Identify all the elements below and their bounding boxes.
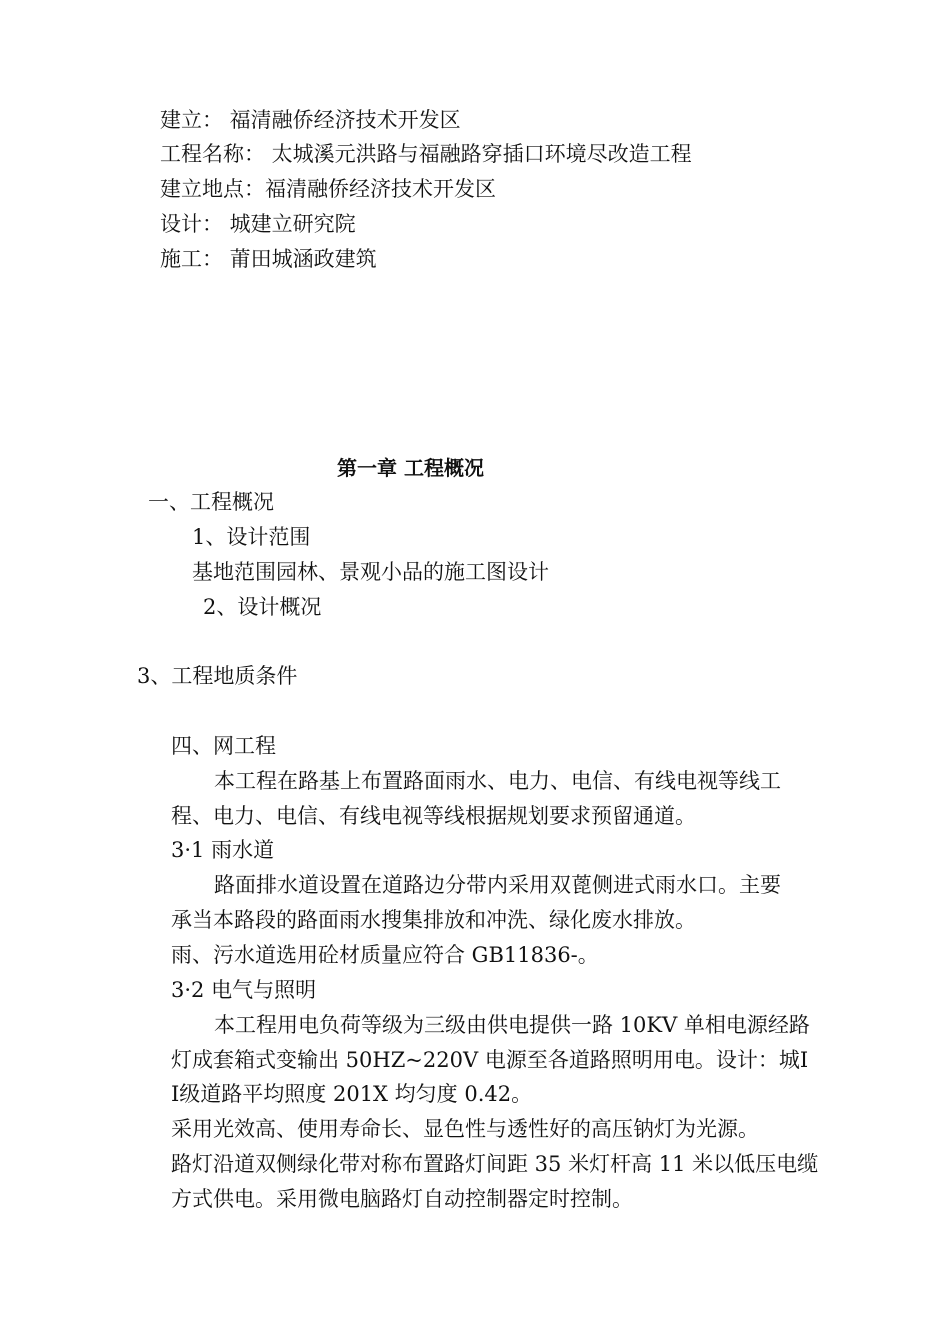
item-heading-2: 2、设计概况 — [203, 595, 322, 619]
owner-line: 建立： 福清融侨经济技术开发区 — [160, 108, 461, 132]
paragraph-line: 路灯沿道双侧绿化带对称布置路灯间距 35 米灯杆高 11 米以低压电缆 — [171, 1152, 819, 1176]
item-heading-1: 1、设计范围 — [192, 525, 311, 549]
paragraph-line: 路面排水道设置在道路边分带内采用双蓖侧进式雨水口。主要 — [214, 873, 781, 897]
item-heading-3: 3、工程地质条件 — [137, 664, 298, 688]
location-line: 建立地点：福清融侨经济技术开发区 — [160, 177, 496, 201]
paragraph-line: 本工程在路基上布置路面雨水、电力、电信、有线电视等线工 — [214, 769, 781, 793]
section-heading-1: 一、工程概况 — [148, 490, 274, 514]
paragraph-line: Ⅰ级道路平均照度 201X 均匀度 0.42。 — [171, 1082, 533, 1106]
paragraph-line: 程、电力、电信、有线电视等线根据规划要求预留通道。 — [171, 804, 696, 828]
project-name-line: 工程名称： 太城溪元洪路与福融路穿插口环境尽改造工程 — [160, 142, 692, 166]
paragraph-line: 灯成套箱式变输出 50HZ~220V 电源至各道路照明用电。设计：城Ⅰ — [171, 1048, 809, 1072]
section-heading-4: 四、网工程 — [171, 734, 276, 758]
paragraph-line: 方式供电。采用微电脑路灯自动控制器定时控制。 — [171, 1187, 633, 1211]
design-line: 设计： 城建立研究院 — [160, 212, 356, 236]
chapter-title: 第一章 工程概况 — [337, 456, 484, 480]
paragraph-line: 雨、污水道选用砼材质量应符合 GB11836-。 — [171, 943, 599, 967]
construction-line: 施工： 莆田城涵政建筑 — [160, 247, 377, 271]
paragraph-line: 本工程用电负荷等级为三级由供电提供一路 10KV 单相电源经路 — [214, 1013, 810, 1037]
subsection-heading-3-2: 3·2 电气与照明 — [171, 978, 317, 1002]
subsection-heading-3-1: 3·1 雨水道 — [171, 838, 275, 862]
paragraph-line: 承当本路段的路面雨水搜集排放和冲洗、绿化废水排放。 — [171, 908, 696, 932]
item-text-1: 基地范围园林、景观小品的施工图设计 — [192, 560, 549, 584]
paragraph-line: 采用光效高、使用寿命长、显色性与透性好的高压钠灯为光源。 — [171, 1117, 759, 1141]
